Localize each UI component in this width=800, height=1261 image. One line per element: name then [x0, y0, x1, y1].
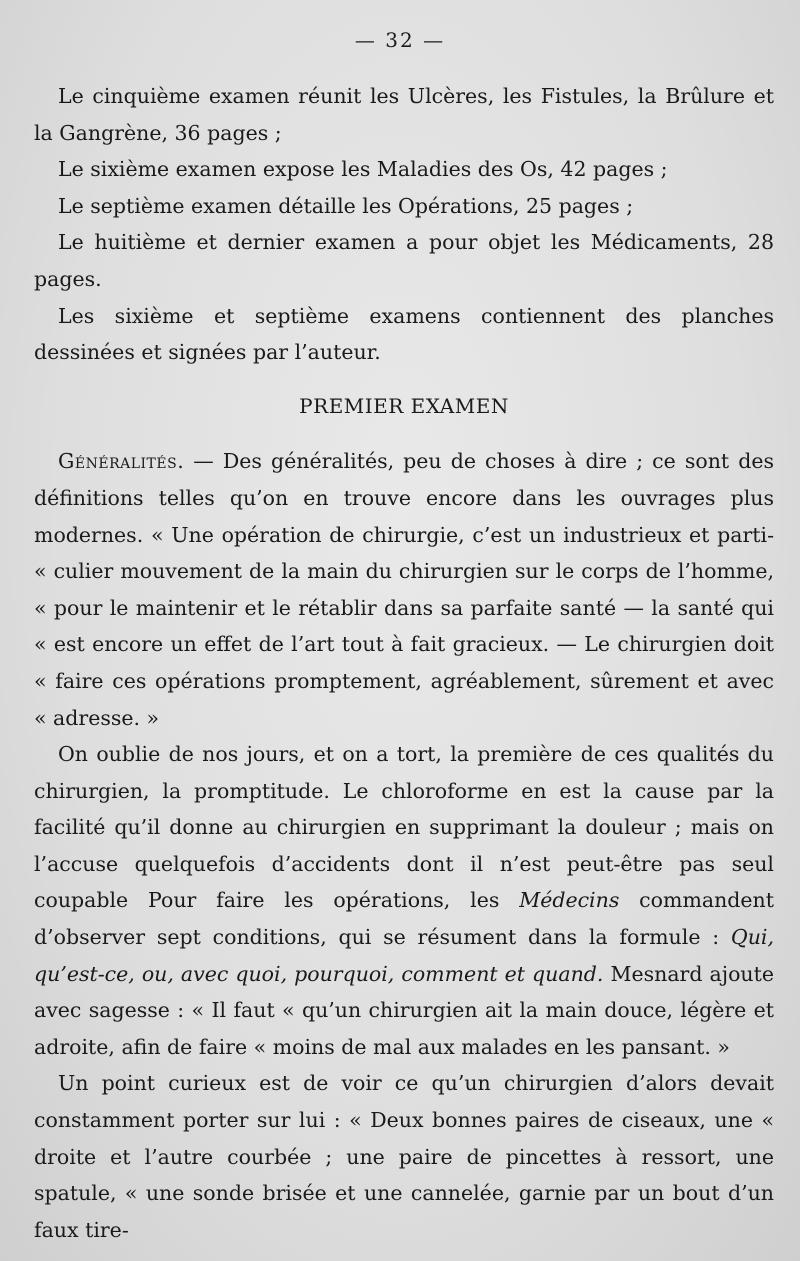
paragraph-seventh-exam: Le septième examen détaille les Opérations, 25 pages ; — [58, 193, 634, 218]
paragraph-promptitude — [34, 736, 774, 1065]
page-number: — 32 — — [354, 28, 446, 52]
medecins-italic: Médecins — [519, 888, 620, 913]
promptitude-text-1: On oublie de nos jours, et on a tort, la première de ces qualités du chirurgien, la promptitude. Le chloroforme en est la cause par la facilité qu’il donne au chirurgien en supprimant la douleur ; mais on l’accuse quelquefois d’accidents dont il n’est peut-être pas seul coupable Pour faire les opérations, les — [34, 742, 774, 913]
paragraph-eighth-exam: Le huitième et dernier examen a pour objet les Médicaments, 28 pages. — [34, 230, 774, 291]
formula-italic: Qui, qu’est-ce, ou, avec quoi, pourquoi, comment et quand. — [34, 925, 774, 986]
promptitude-text-2: commandent d’observer sept conditions, qui se résument dans la formule : — [34, 888, 774, 950]
generalites-lead: Généralités. — [58, 449, 185, 474]
paragraph-generalites — [34, 443, 774, 736]
paragraph-fifth-exam: Le cinquième examen réunit les Ulcères, les Fistules, la Brûlure et la Gangrène, 36 pages ; — [34, 84, 774, 145]
generalites-text: — Des généralités, peu de choses à dire ; ce sont des définitions telles qu’on en trouve encore dans les ouvrages plus modernes. « Une opération de chirurgie, c’est un industrieux et parti- « culier mouvement de la main du chirurgien sur le corps de l’homme, « pour le maintenir et le rétablir dans sa parfaite santé — la santé qui « est encore un effet de l’art tout à fait gracieux. — Le chirurgien doit « faire ces opérations promptement, agréablement, sûrement et avec « adresse. » — [34, 449, 774, 730]
paragraph-plates-note: Les sixième et septième examens contiennent des planches dessinées et signées par l’auteur. — [34, 303, 774, 365]
paragraph-sixth-exam: Le sixième examen expose les Maladies des Os, 42 pages ; — [58, 157, 668, 182]
paragraph-instruments: Un point curieux est de voir ce qu’un chirurgien d’alors devait constamment porter sur lui : « Deux bonnes paires de ciseaux, une « droite et l’autre courbée ; une paire de pincettes à ressort, une spatule, « une sonde brisée et une cannelée, garnie par un bout d’un faux tire- — [34, 1071, 774, 1242]
section-heading: PREMIER EXAMEN — [299, 393, 509, 418]
promptitude-text-3: Mesnard ajoute avec sagesse : « Il faut « qu’un chirurgien ait la main douce, légère et adroite, afin de faire « moins de mal aux malades en les pansant. » — [34, 961, 774, 1059]
page-body — [34, 78, 774, 1248]
